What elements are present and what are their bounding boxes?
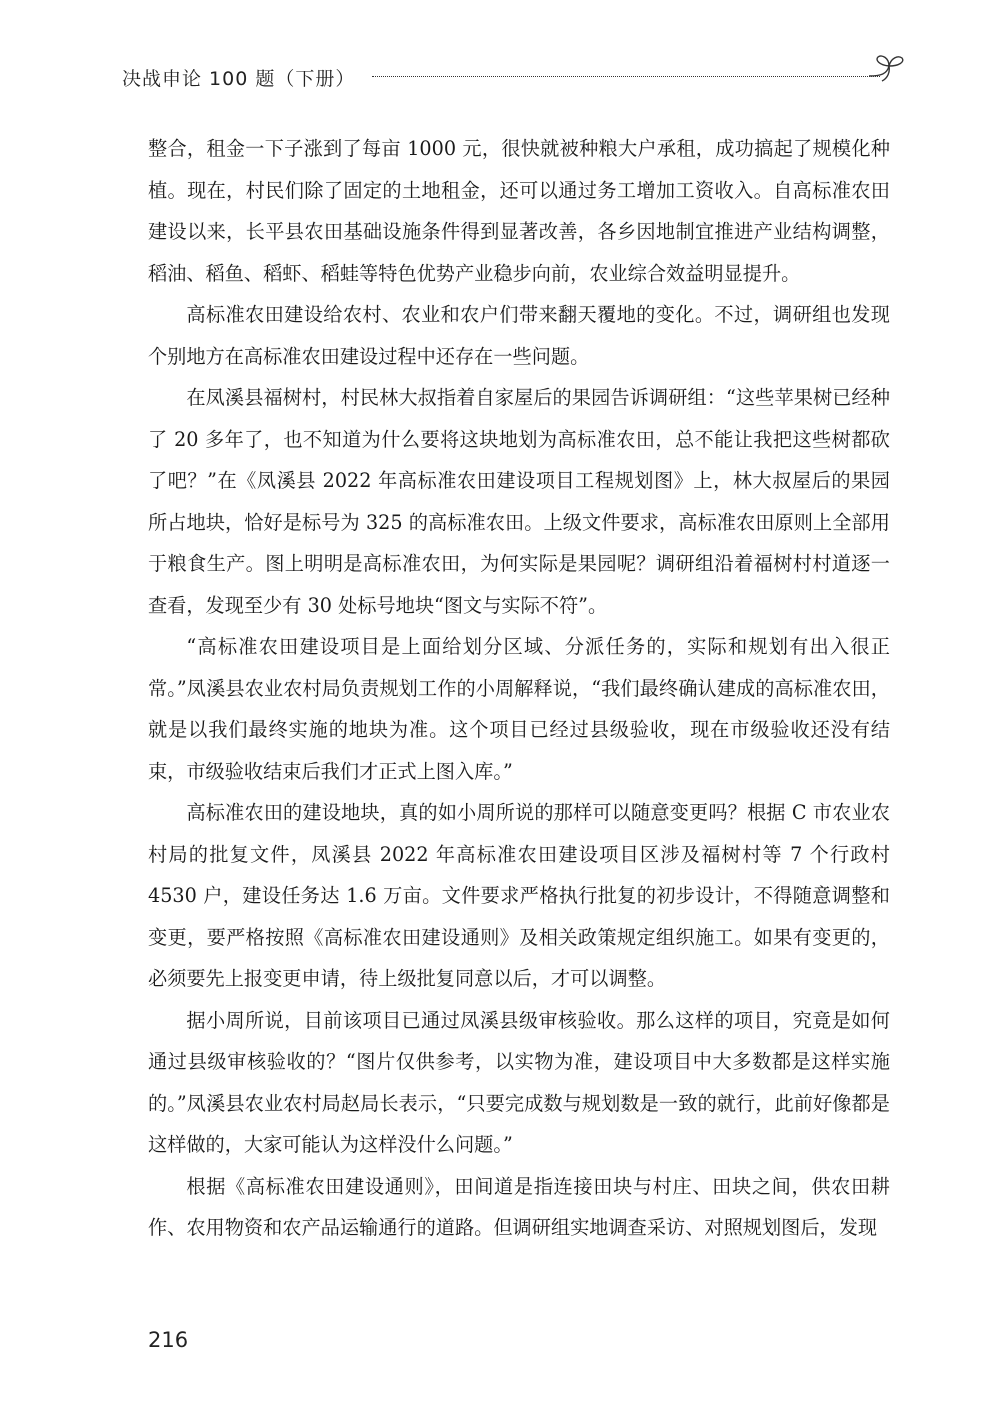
paragraph-4: “高标准农田建设项目是上面给划分区域、分派任务的，实际和规划有出入很正常。”凤溪县农业农村局负责规划工作的小周解释说，“我们最终确认建成的高标准农田，就是以我们最终实施的地块为准。这个项目已经过县级验收，现在市级验收还没有结束，市级验收结束后我们才正式上图入库。” xyxy=(148,635,890,783)
paragraph-5: 高标准农田的建设地块，真的如小周所说的那样可以随意变更吗？根据 C 市农业农村局的批复文件，凤溪县 2022 年高标准农田建设项目区涉及福树村等 7 个行政村 4530 户，建设任务达 1.6 万亩。文件要求严格执行批复的初步设计，不得随意调整和变更，要严格按照《高标准农田建设通则》及相关政策规定组织施工。如果有变更的，必须要先上报变更申请，待上级批复同意以后，才可以调整。 xyxy=(148,801,890,990)
book-title: 决战申论 100 题（下册） xyxy=(122,68,356,90)
page-number: 216 xyxy=(148,1328,189,1352)
paragraph-6: 据小周所说，目前该项目已通过凤溪县级审核验收。那么这样的项目，究竟是如何通过县级审核验收的？“图片仅供参考，以实物为准，建设项目中大多数都是这样实施的。”凤溪县农业农村局赵局长表示，“只要完成数与规划数是一致的就行，此前好像都是这样做的，大家可能认为这样没什么问题。” xyxy=(148,1008,890,1156)
body-text xyxy=(148,128,890,1249)
running-header xyxy=(122,58,912,98)
paragraph-7: 根据《高标准农田建设通则》，田间道是指连接田块与村庄、田块之间，供农田耕作、农用物资和农产品运输通行的道路。但调研组实地调查采访、对照规划图后，发现 xyxy=(148,1174,890,1239)
paragraph-3: 在凤溪县福树村，村民林大叔指着自家屋后的果园告诉调研组：“这些苹果树已经种了 20 多年了，也不知道为什么要将这块地划为高标准农田，总不能让我把这些树都砍了吧？”在《凤溪县 2022 年高标准农田建设项目工程规划图》上，林大叔屋后的果园所占地块，恰好是标号为 325 的高标准农田。上级文件要求，高标准农田原则上全部用于粮食生产。图上明明是高标准农田，为何实际是果园呢？调研组沿着福树村村道逐一查看，发现至少有 30 处标号地块“图文与实际不符”。 xyxy=(148,386,890,617)
paragraph-2: 高标准农田建设给农村、农业和农户们带来翻天覆地的变化。不过，调研组也发现个别地方在高标准农田建设过程中还存在一些问题。 xyxy=(148,303,890,368)
paragraph-1: 整合，租金一下子涨到了每亩 1000 元，很快就被种粮大户承租，成功搞起了规模化种植。现在，村民们除了固定的土地租金，还可以通过务工增加工资收入。自高标准农田建设以来，长平县农田基础设施条件得到显著改善，各乡因地制宜推进产业结构调整，稻油、稻鱼、稻虾、稻蛙等特色优势产业稳步向前，农业综合效益明显提升。 xyxy=(148,137,890,285)
sprout-icon xyxy=(867,50,907,86)
header-divider xyxy=(372,76,880,77)
